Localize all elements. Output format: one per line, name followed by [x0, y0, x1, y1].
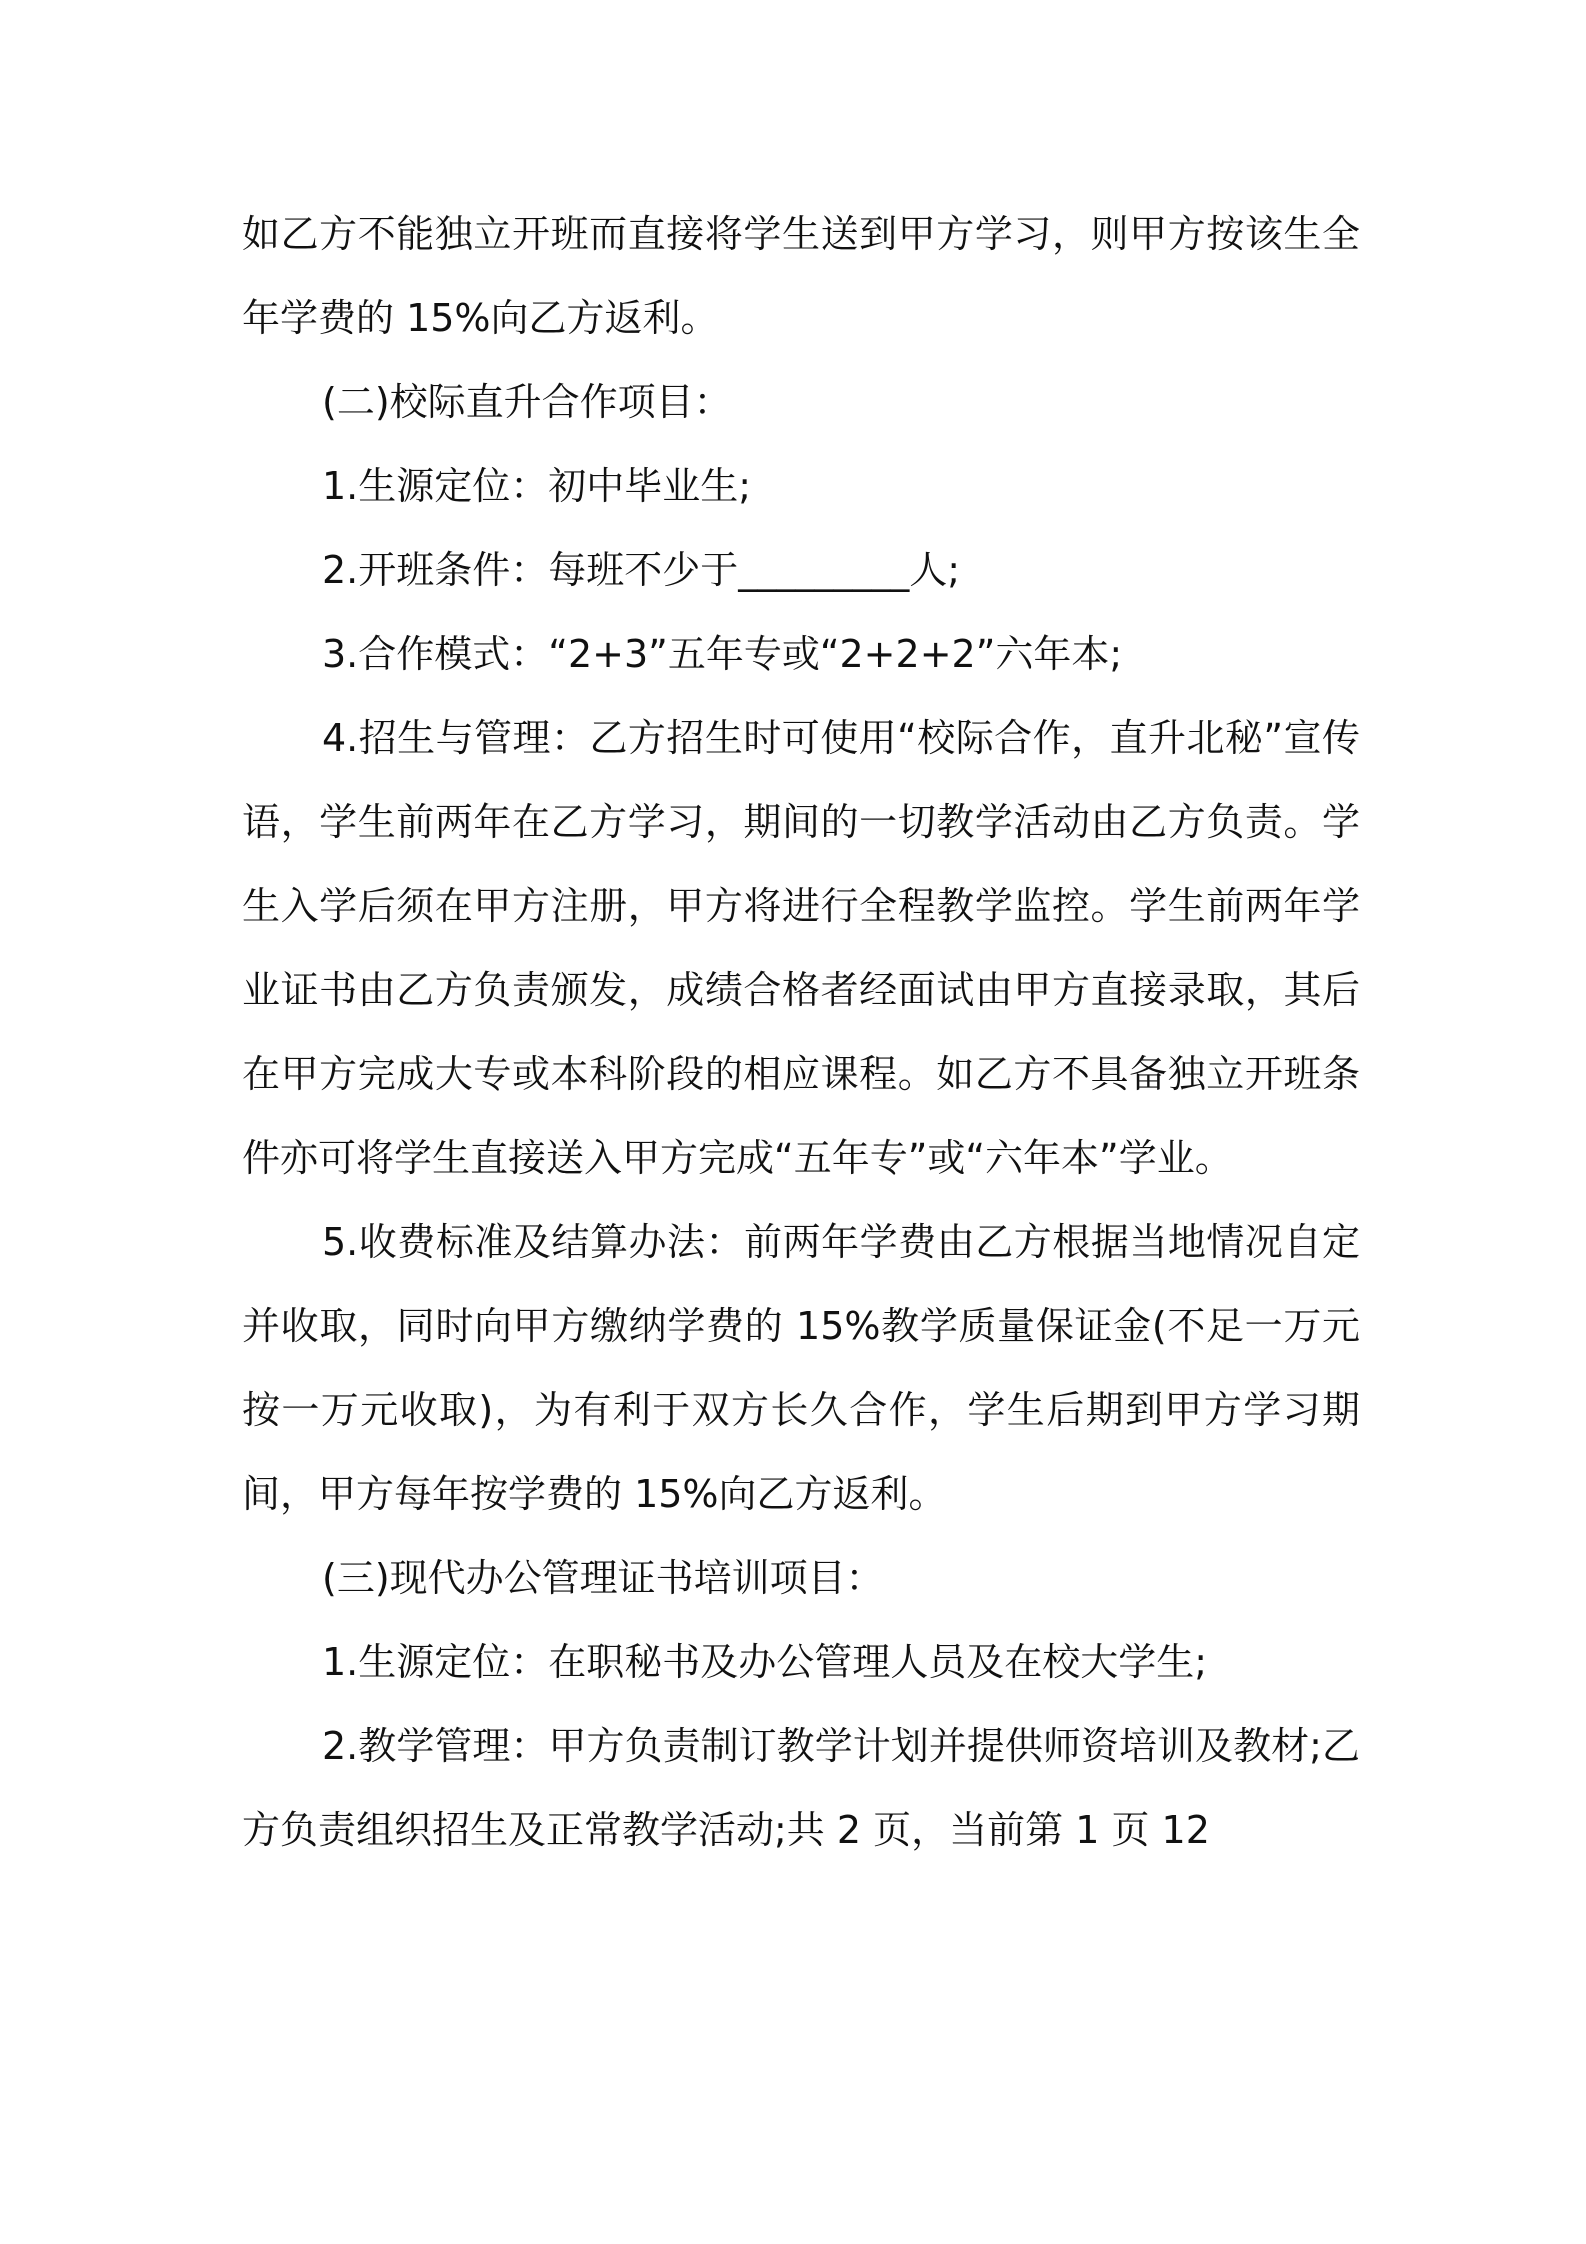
item-class-conditions: 2.开班条件：每班不少于_________人; [322, 548, 961, 592]
item-teaching-management: 2.教学管理：甲方负责制订教学计划并提供师资培训及教材;乙方负责组织招生及正常教学活动;共 2 页，当前第 1 页 12 [242, 1724, 1360, 1852]
heading-section-2: (二)校际直升合作项目： [322, 380, 732, 424]
item-source-positioning: 1.生源定位：初中毕业生; [322, 464, 752, 508]
item-source-positioning-office: 1.生源定位：在职秘书及办公管理人员及在校大学生; [322, 1640, 1208, 1684]
item-fees-settlement: 5.收费标准及结算办法：前两年学费由乙方根据当地情况自定并收取，同时向甲方缴纳学费的 15%教学质量保证金(不足一万元按一万元收取)，为有利于双方长久合作，学生后期到甲方学习期间，甲方每年按学费的 15%向乙方返利。 [242, 1220, 1360, 1516]
item-cooperation-mode: 3.合作模式：“2+3”五年专或“2+2+2”六年本; [322, 632, 1123, 676]
heading-section-3: (三)现代办公管理证书培训项目： [322, 1556, 884, 1600]
document-body [242, 192, 1360, 1872]
item-enrollment-management: 4.招生与管理：乙方招生时可使用“校际合作，直升北秘”宣传语，学生前两年在乙方学习，期间的一切教学活动由乙方负责。学生入学后须在甲方注册，甲方将进行全程教学监控。学生前两年学业证书由乙方负责颁发，成绩合格者经面试由甲方直接录取，其后在甲方完成大专或本科阶段的相应课程。如乙方不具备独立开班条件亦可将学生直接送入甲方完成“五年专”或“六年本”学业。 [242, 716, 1360, 1180]
paragraph-rebate-continuation: 如乙方不能独立开班而直接将学生送到甲方学习，则甲方按该生全年学费的 15%向乙方返利。 [242, 212, 1360, 340]
